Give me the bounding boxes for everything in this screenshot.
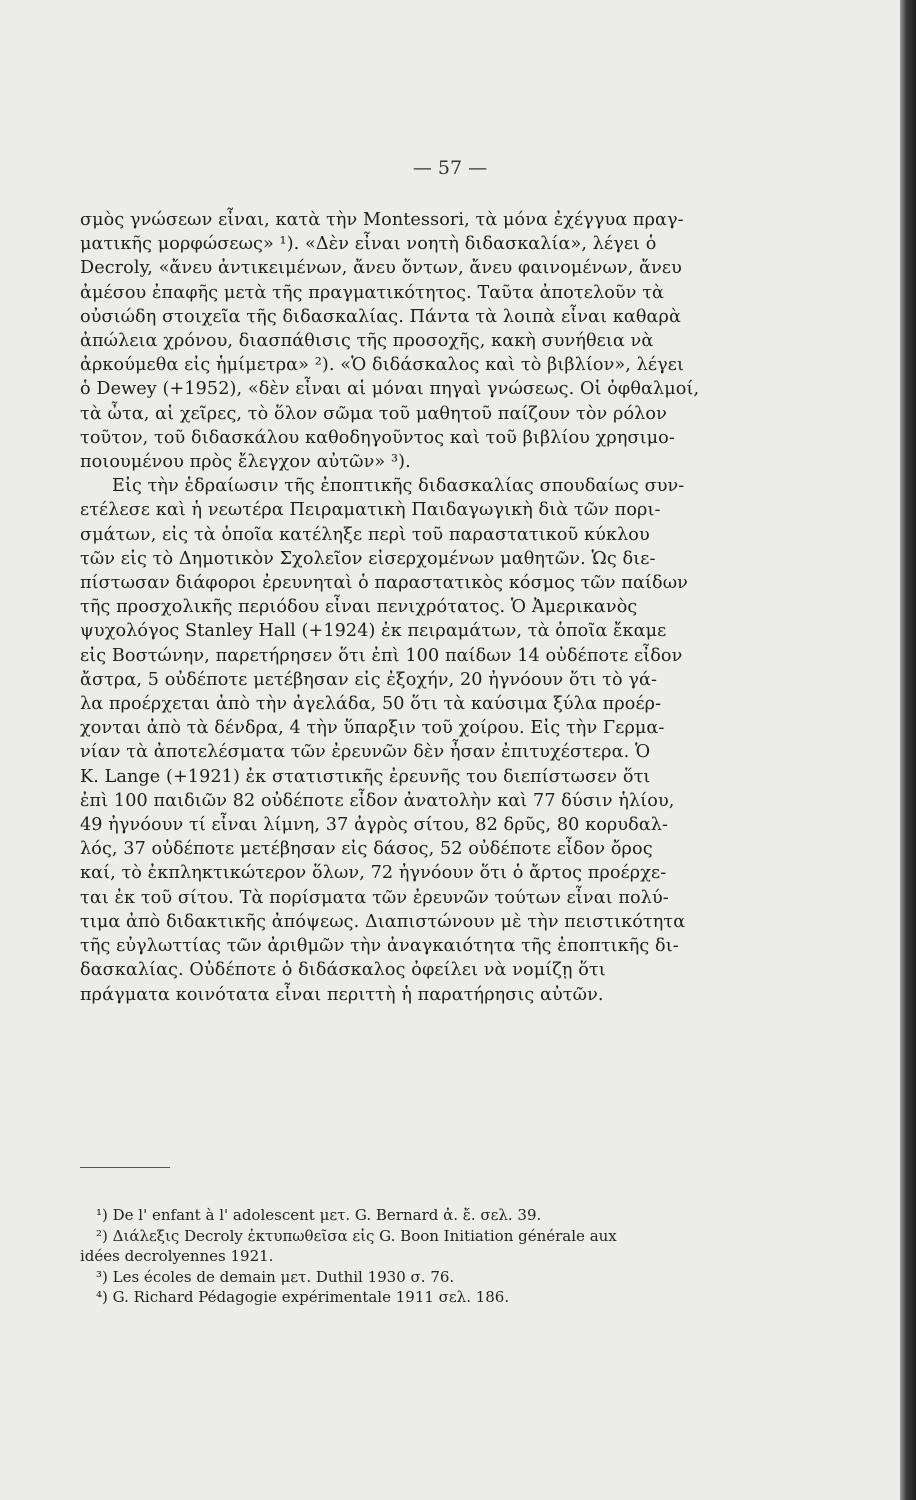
text-line: τοῦτον, τοῦ διδασκάλου καθοδηγοῦντος καὶ τοῦ βιβλίου χρησιμο- <box>80 427 675 448</box>
page-number: — 57 — <box>412 157 488 179</box>
footnote-4: ⁴) G. Richard Pédagogie expérimentale 1911 σελ. 186. <box>96 1288 510 1306</box>
text-line: λα προέρχεται ἀπὸ τὴν ἀγελάδα, 50 ὅτι τὰ καύσιμα ξύλα προέρ- <box>80 694 662 715</box>
text-line: ἀρκούμεθα εἰς ἡμίμετρα» ²). «Ὁ διδάσκαλος καὶ τὸ βιβλίον», λέγει <box>80 355 684 376</box>
text-line: ἄστρα, 5 οὐδέποτε μετέβησαν εἰς ἐξοχήν, 20 ἠγνόουν ὅτι τὸ γά- <box>80 669 658 690</box>
text-line: τὰ ὦτα, αἱ χεῖρες, τὸ ὅλον σῶμα τοῦ μαθητοῦ παίζουν τὸν ρόλον <box>80 403 667 424</box>
footnote-1: ¹) De l' enfant à l' adolescent μετ. G. Bernard ἀ. ἔ. σελ. 39. <box>96 1206 542 1224</box>
text-line: χονται ἀπὸ τὰ δένδρα, 4 τὴν ὕπαρξιν τοῦ χοίρου. Εἰς τὴν Γερμα- <box>80 718 665 739</box>
text-line: καί, τὸ ἐκπληκτικώτερον ὅλων, 72 ἠγνόουν ὅτι ὁ ἄρτος προέρχε- <box>80 863 667 884</box>
text-line: ἀπώλεια χρόνου, διασπάθισις τῆς προσοχῆς, κακὴ συνήθεια νὰ <box>80 331 654 352</box>
text-line: K. Lange (+1921) ἐκ στατιστικῆς ἐρευνῆς του διεπίστωσεν ὅτι <box>80 766 651 787</box>
text-line: 49 ἠγνόουν τί εἶναι λίμνη, 37 ἀγρὸς σίτου, 82 δρῦς, 80 κορυδαλ- <box>80 815 669 836</box>
page-edge-shadow <box>900 0 916 1500</box>
text-line: ψυχολόγος Stanley Hall (+1924) ἐκ πειραμάτων, τὰ ὁποῖα ἔκαμε <box>80 621 667 642</box>
text-line: τιμα ἀπὸ διδακτικῆς ἀπόψεως. Διαπιστώνουν μὲ τὴν πειστικότητα <box>80 911 686 932</box>
text-line: ποιουμένου πρὸς ἔλεγχον αὐτῶν» ³). <box>80 452 411 473</box>
footnote-3: ³) Les écoles de demain μετ. Duthil 1930 σ. 76. <box>96 1267 455 1286</box>
text-line: ἀμέσου ἐπαφῆς μετὰ τῆς πραγματικότητος. Ταῦτα ἀποτελοῦν τὰ <box>80 282 665 303</box>
footnote-divider <box>80 1167 170 1168</box>
text-line: νίαν τὰ ἀποτελέσματα τῶν ἐρευνῶν δὲν ἦσαν ἐπιτυχέστερα. Ὁ <box>80 742 651 763</box>
text-line: τῶν εἰς τὸ Δημοτικὸν Σχολεῖον εἰσερχομένων μαθητῶν. Ὡς διε- <box>80 548 656 569</box>
text-line: σμάτων, εἰς τὰ ὁποῖα κατέληξε περὶ τοῦ παραστατικοῦ κύκλου <box>80 524 650 545</box>
text-line: Εἰς τὴν ἑδραίωσιν τῆς ἐποπτικῆς διδασκαλίας σπουδαίως συν- <box>112 476 685 497</box>
text-line: ματικῆς μορφώσεως» ¹). «Δὲν εἶναι νοητὴ διδασκαλία», λέγει ὁ <box>80 234 657 255</box>
body-text <box>80 208 735 1007</box>
text-line: ὁ Dewey (+1952), «δὲν εἶναι αἱ μόναι πηγαὶ γνώσεως. Οἱ ὀφθαλμοί, <box>80 379 700 400</box>
text-line: πράγματα κοινότατα εἶναι περιττὴ ἡ παρατήρησις αὐτῶν. <box>80 984 604 1005</box>
footnote-2: ²) Διάλεξις Decroly ἐκτυπωθεῖσα εἰς G. Boon Initiation générale aux <box>96 1226 617 1245</box>
text-line: δασκαλίας. Οὐδέποτε ὁ διδάσκαλος ὀφείλει νὰ νομίζῃ ὅτι <box>80 960 606 981</box>
text-line: οὐσιώδη στοιχεῖα τῆς διδασκαλίας. Πάντα τὰ λοιπὰ εἶναι καθαρὰ <box>80 306 681 327</box>
text-line: ετέλεσε καὶ ἡ νεωτέρα Πειραματικὴ Παιδαγωγικὴ διὰ τῶν πορι- <box>80 500 661 521</box>
text-line: ται ἐκ τοῦ σίτου. Τὰ πορίσματα τῶν ἐρευνῶν τούτων εἶναι πολύ- <box>80 887 669 908</box>
text-line: σμὸς γνώσεων εἶναι, κατὰ τὴν Montessori, τὰ μόνα ἐχέγγυα πραγ- <box>80 210 684 230</box>
text-line: τῆς εὐγλωττίας τῶν ἀριθμῶν τὴν ἀναγκαιότητα τῆς ἐποπτικῆς δι- <box>80 936 679 957</box>
text-line: Decroly, «ἄνευ ἀντικειμένων, ἄνευ ὄντων, ἄνευ φαινομένων, ἄνευ <box>80 258 682 279</box>
footnotes <box>80 1205 736 1308</box>
text-line: ἐπὶ 100 παιδιῶν 82 οὐδέποτε εἶδον ἀνατολὴν καὶ 77 δύσιν ἡλίου, <box>80 790 675 811</box>
text-line: πίστωσαν διάφοροι ἐρευνηταὶ ὁ παραστατικὸς κόσμος τῶν παίδων <box>80 573 688 594</box>
text-line: τῆς προσχολικῆς περιόδου εἶναι πενιχρότατος. Ὁ Ἀμερικανὸς <box>80 597 638 618</box>
text-line: εἰς Βοστώνην, παρετήρησεν ὅτι ἐπὶ 100 παίδων 14 οὐδέποτε εἶδον <box>80 645 683 666</box>
footnote-2-continuation: idées decrolyennes 1921. <box>80 1247 274 1265</box>
text-line-indented <box>80 474 735 498</box>
text-line: λός, 37 οὐδέποτε μετέβησαν εἰς δάσος, 52 οὐδέποτε εἶδον ὄρος <box>80 839 653 860</box>
